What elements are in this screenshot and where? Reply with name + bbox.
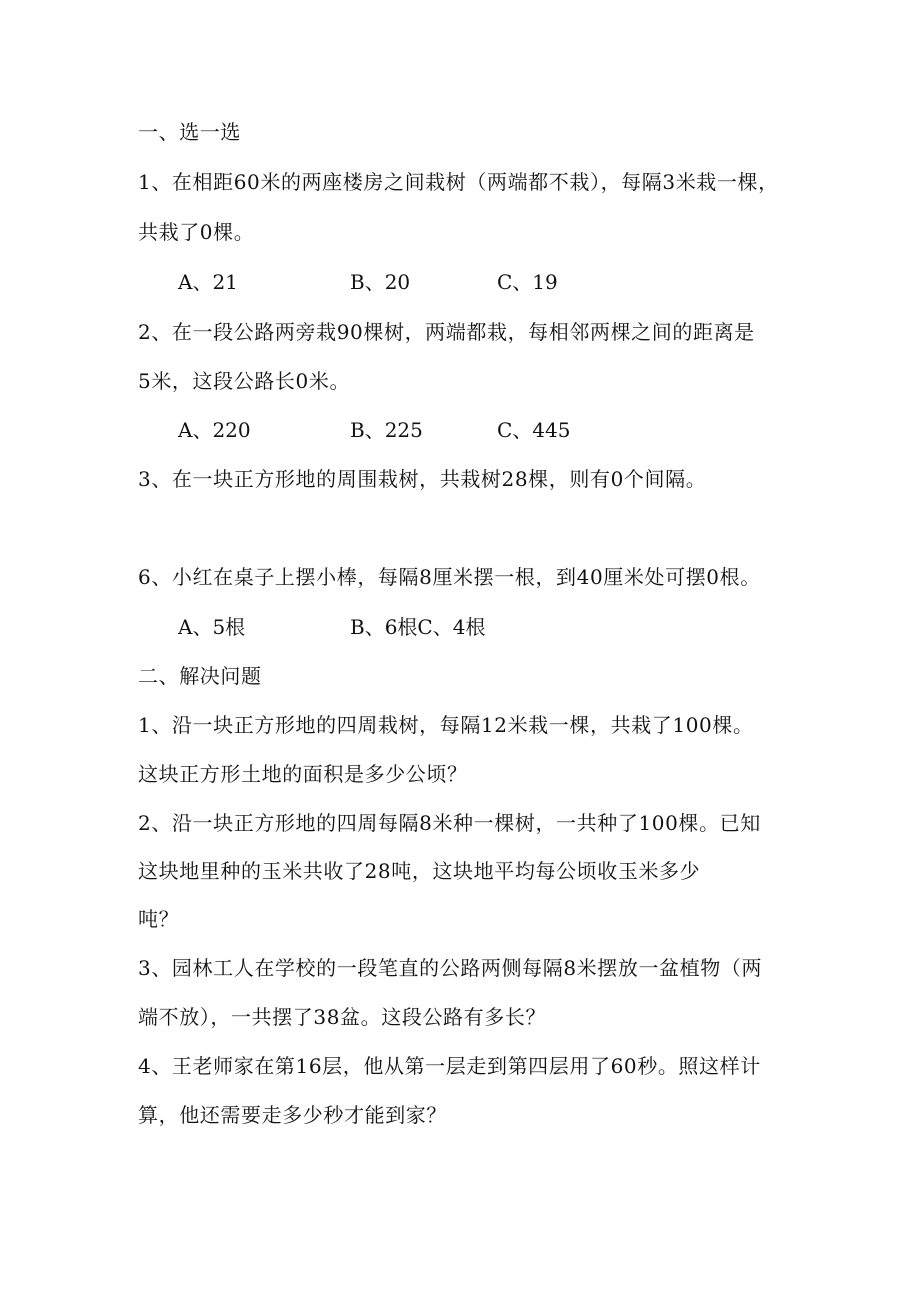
question-1-option-b: B、20 [350,270,411,294]
problem-2-line-1: 2、沿一块正方形地的四周每隔8米种一棵树，一共种了100棵。已知 [138,811,761,835]
section-heading-choose: 一、选一选 [138,120,241,144]
problem-3-line-1: 3、园林工人在学校的一段笔直的公路两侧每隔8米摆放一盆植物（两 [138,956,763,980]
section-heading-solve: 二、解决问题 [138,664,262,688]
problem-4-line-2: 算，他还需要走多少秒才能到家？ [138,1103,447,1127]
question-3-line-1: 3、在一块正方形地的周围栽树，共栽树28棵，则有0个间隔。 [138,467,707,491]
question-6-option-a: A、5根 [178,615,246,639]
question-2-option-a: A、220 [178,418,251,442]
problem-3-line-2: 端不放），一共摆了38盆。这段公路有多长？ [138,1005,547,1029]
question-2-line-2: 5米，这段公路长0米。 [138,369,351,393]
question-1-option-c: C、19 [497,270,558,294]
question-6-option-b-c: B、6根C、4根 [350,615,486,639]
question-2-line-1: 2、在一段公路两旁栽90棵树，两端都栽，每相邻两棵之间的距离是 [138,320,755,344]
question-2-option-c: C、445 [497,418,571,442]
question-1-line-1: 1、在相距60米的两座楼房之间栽树（两端都不栽），每隔3米栽一棵， [138,170,779,194]
question-1-option-a: A、21 [178,270,238,294]
problem-1-line-1: 1、沿一块正方形地的四周栽树，每隔12米栽一棵，共栽了100棵。 [138,713,754,737]
problem-2-line-2: 这块地里种的玉米共收了28吨，这块地平均每公顷收玉米多少 [138,859,701,883]
problem-4-line-1: 4、王老师家在第16层，他从第一层走到第四层用了60秒。照这样计 [138,1054,761,1078]
question-2-option-b: B、225 [350,418,423,442]
question-1-line-2: 共栽了0棵。 [138,220,255,244]
problem-2-line-3: 吨？ [138,907,180,931]
problem-1-line-2: 这块正方形土地的面积是多少公顷？ [138,762,468,786]
question-6-line-1: 6、小红在桌子上摆小棒，每隔8厘米摆一根，到40厘米处可摆0根。 [138,565,761,589]
